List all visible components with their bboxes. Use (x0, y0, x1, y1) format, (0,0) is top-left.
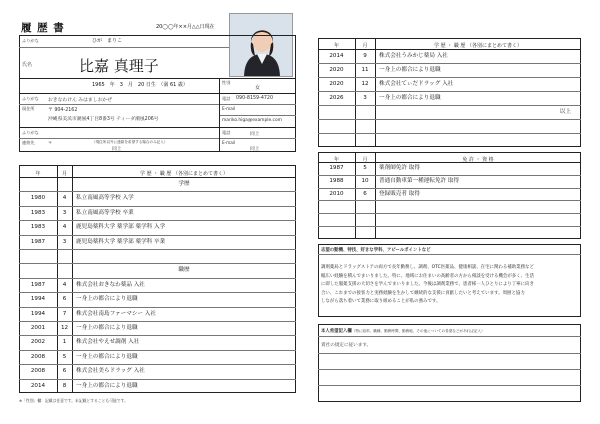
right-history-text: 以上 (559, 109, 571, 115)
left-history-text: 株式会社おきなわ薬品 入社 (76, 281, 145, 288)
right-history-row (318, 91, 581, 105)
right-history-text: 株式会社てぃだドラッグ 入社 (379, 81, 454, 87)
phone-label: 電話 (222, 96, 231, 101)
gender-label: 性別 (222, 80, 231, 85)
right-history-text: 一身上の都合により退職 (379, 67, 441, 73)
left-history-row (19, 335, 296, 349)
name-value: 比嘉 真理子 (79, 57, 159, 75)
left-history-text: 鹿児島薬科大学 薬学部 薬学科 入学 (76, 224, 166, 231)
right-history-month: 3 (363, 95, 367, 101)
left-history-row (19, 177, 296, 191)
license-month: 6 (363, 190, 367, 197)
left-history-month: 12 (60, 325, 69, 331)
right-history-year: 2020 (329, 81, 344, 87)
license-text: 薬剤師免許 取得 (379, 165, 420, 171)
left-history-year: 1983 (30, 224, 46, 231)
left-history-year: 2008 (30, 368, 46, 375)
left-history-text: 学歴 (178, 181, 190, 187)
left-history-month: 6 (62, 296, 67, 303)
left-history-row (19, 292, 296, 306)
license-row (318, 188, 581, 201)
motivation-text (321, 264, 534, 307)
gender-value: 女 (255, 85, 261, 91)
left-history-month: 4 (62, 195, 67, 202)
left-col-year: 年 (35, 171, 41, 177)
left-history-row (19, 191, 296, 205)
requests-heading (321, 328, 485, 334)
address-furigana-value: おきなわけん みはましおかぜ (48, 98, 112, 103)
left-history-text: 株式会社美らドラッグ 入社 (76, 368, 145, 375)
left-history-year: 1994 (30, 310, 46, 317)
license-row (318, 226, 581, 239)
license-col-year: 年 (333, 157, 339, 163)
license-month: 10 (361, 177, 369, 184)
left-history-text: 一身上の都合により退職 (76, 325, 138, 331)
left-history-row (19, 364, 296, 378)
left-history-row (19, 220, 296, 234)
postal-code: 〒 904-2162 (48, 108, 78, 113)
contact-same: 同上 (112, 147, 122, 152)
contact-email-value: 同上 (250, 147, 260, 152)
left-history-year: 2014 (30, 382, 46, 389)
right-history-row (318, 63, 581, 77)
right-history-text: 株式会社うみかじ薬局 入社 (379, 53, 448, 59)
motivation-line: しながら落ち着いて業務に取り組めることが私の強みです。 (321, 299, 441, 305)
left-history-row (19, 249, 296, 263)
license-year: 1987 (329, 165, 344, 171)
left-history-year: 1983 (30, 209, 46, 216)
motivation-line: 調剤薬局とドラッグストアの両方で長年勤務し、調剤、OTC医薬品、健康相談、在宅に関わる補助業務など (321, 265, 534, 270)
left-history-text: 株式会社やえせ調剤 入社 (76, 339, 140, 346)
email-label: E-mail (222, 106, 236, 111)
license-year: 1988 (329, 177, 344, 184)
motivation-line: 合い、これまでの接客力と実務経験を生かして継続的な支援に貢献したいと考えています。周囲と協力 (321, 290, 525, 296)
left-history-month: 8 (62, 382, 67, 389)
left-history-month: 7 (62, 310, 67, 317)
right-history-row (318, 105, 581, 119)
date-line: 20◯◯年××月△△日現在 (156, 24, 215, 30)
phone-value: 090-8159-4720 (236, 96, 274, 101)
left-history-month: 6 (62, 368, 67, 375)
left-history-row (19, 235, 296, 249)
left-history-row (19, 263, 296, 277)
left-history-year: 2001 (30, 325, 46, 331)
motivation-heading: 志望の動機、特技、好きな学科、アピールポイントなど (321, 248, 431, 253)
left-history-month: 3 (62, 238, 67, 245)
left-history-row (19, 350, 296, 364)
requests-line: 貴社の規定に従います。 (321, 343, 372, 348)
right-history-year: 2026 (329, 95, 344, 101)
left-history-row (19, 321, 296, 335)
left-col-content: 学 歴 ・ 職 歴 （各別にまとめて書く） (140, 171, 228, 177)
right-history-row (318, 119, 581, 133)
left-history-year: 2002 (30, 339, 46, 346)
right-history-text: 一身上の都合により退職 (379, 95, 441, 101)
contact-phone-label: 電話 (222, 130, 231, 135)
motivation-line: 幅広い経験を積んでまいりました。特に、地域にお住まいの高齢者の方から相談を受ける機会が多く、生活 (321, 273, 534, 279)
license-month: 5 (363, 165, 367, 171)
address-value: 沖縄県美浜市潮風4丁目8番3号 ティーダ潮風206号 (48, 117, 159, 122)
license-text: 普通自動車第一種運転免許 取得 (379, 177, 460, 184)
address-label: 現住所 (22, 106, 35, 111)
license-col-content: 免 許 ・ 資 格 (462, 157, 494, 163)
left-history-month: 1 (62, 339, 67, 346)
left-history-month: 4 (62, 224, 67, 231)
contact-label: 連絡先 (22, 140, 35, 145)
right-history-year: 2014 (329, 53, 344, 59)
left-history-text: 一身上の都合により退職 (76, 296, 138, 303)
left-history-month: 5 (62, 353, 67, 360)
left-col-month: 月 (61, 171, 67, 177)
right-history-year: 2020 (329, 67, 344, 73)
left-history-year: 1987 (30, 281, 46, 288)
left-history-year: 1994 (30, 296, 46, 303)
license-row (318, 162, 581, 175)
license-row (318, 200, 581, 213)
license-row (318, 213, 581, 226)
address-furigana-label: ふりがな (22, 96, 39, 101)
left-history-row (19, 206, 296, 220)
name-label: 氏名 (22, 62, 33, 68)
requests-heading-note: （特に給料、職種、勤務時間、勤務地、その他についての希望などがあれば記入） (351, 329, 485, 333)
license-row (318, 175, 581, 188)
left-history-year: 1980 (30, 195, 46, 202)
right-history-month: 9 (363, 53, 367, 59)
right-history-month: 12 (361, 81, 369, 87)
email-value: mariko.higa@example.com (222, 118, 282, 123)
left-history-month: 4 (62, 281, 67, 288)
right-history-row (318, 133, 581, 147)
right-history-row (318, 77, 581, 91)
furigana-value: ひが まりこ (92, 38, 123, 44)
furigana-label: ふりがな (22, 38, 39, 43)
contact-phone-value: 同上 (250, 132, 260, 137)
requests-heading-title: 本人希望記入欄 (321, 329, 352, 334)
resume-title: 履 歴 書 (21, 22, 65, 34)
left-history-row (19, 307, 296, 321)
left-history-text: 一身上の都合により退職 (76, 382, 138, 389)
contact-postal: 〒 (48, 140, 53, 145)
left-history-text: 一身上の都合により退職 (76, 353, 138, 360)
license-text: 登録販売者 取得 (379, 190, 420, 197)
left-history-text: 私立南風高等学校 入学 (76, 195, 134, 202)
contact-email-label: E-mail (222, 140, 236, 145)
left-history-year: 1987 (30, 238, 46, 245)
motivation-line: に即した服薬支援の大切さを学んでまいりました。今後は調剤業務で、患者様一人ひとりにより丁寧に向き (321, 282, 534, 288)
right-col-content: 学 歴 ・ 職 歴 （各別にまとめて書く） (434, 43, 522, 49)
left-history-row (19, 379, 296, 393)
license-year: 2010 (329, 190, 344, 197)
left-history-text: 株式会社南島ファーマシー 入社 (76, 310, 156, 317)
left-history-text: 鹿児島薬科大学 薬学部 薬学科 卒業 (76, 238, 166, 245)
right-col-month: 月 (362, 43, 368, 49)
left-history-text: 私立南風高等学校 卒業 (76, 209, 134, 216)
contact-furigana-label: ふりがな (22, 130, 39, 135)
left-history-row (19, 278, 296, 292)
left-history-text: 職歴 (178, 267, 190, 274)
left-history-month: 3 (62, 209, 67, 216)
right-history-row (318, 49, 581, 63)
left-history-year: 2008 (30, 353, 46, 360)
right-history-month: 11 (361, 67, 369, 73)
license-col-month: 月 (362, 157, 368, 163)
left-footnote: ※「性別」欄：記載は任意です。未記載とすることも可能です。 (19, 398, 128, 403)
contact-note: （現住所以外に連絡を希望する場合のみ記入） (92, 140, 168, 144)
right-col-year: 年 (333, 43, 339, 49)
birth-date: 1965 年 3 月 20 日生 （満 61 歳） (92, 82, 188, 88)
